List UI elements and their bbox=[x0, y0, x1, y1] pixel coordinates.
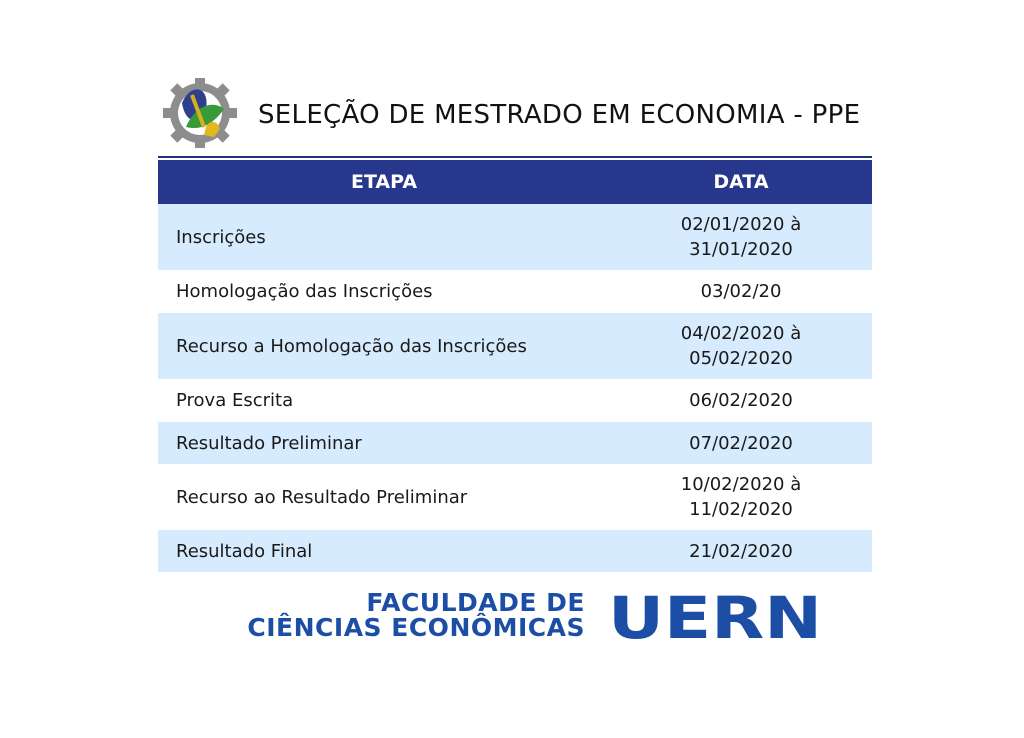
date-cell: 02/01/2020 à 31/01/2020 bbox=[680, 214, 802, 260]
table-row bbox=[158, 313, 872, 379]
column-header-stage: ETAPA bbox=[350, 171, 418, 193]
table-row bbox=[158, 530, 872, 572]
page-title: SELEÇÃO DE MESTRADO EM ECONOMIA - PPE bbox=[258, 100, 861, 130]
faculty-name bbox=[200, 590, 585, 640]
table-header bbox=[158, 160, 872, 204]
table-row bbox=[158, 204, 872, 270]
table-row bbox=[158, 379, 872, 422]
header bbox=[160, 78, 872, 150]
faculty-line-1: FACULDADE DE bbox=[366, 588, 585, 617]
stage-cell: Inscrições bbox=[176, 226, 266, 248]
date-cell: 03/02/20 bbox=[700, 281, 782, 302]
column-header-date: DATA bbox=[713, 171, 769, 193]
table-row bbox=[158, 270, 872, 313]
title-divider bbox=[158, 156, 872, 158]
date-cell: 21/02/2020 bbox=[689, 540, 793, 562]
stage-cell: Resultado Preliminar bbox=[176, 432, 362, 454]
stage-cell: Recurso a Homologação das Inscrições bbox=[176, 335, 527, 357]
date-cell: 07/02/2020 bbox=[689, 432, 793, 454]
stage-cell: Recurso ao Resultado Preliminar bbox=[176, 486, 468, 508]
date-cell: 04/02/2020 à 05/02/2020 bbox=[680, 323, 802, 369]
schedule-table bbox=[158, 160, 872, 572]
stage-cell: Resultado Final bbox=[176, 540, 313, 562]
footer bbox=[200, 590, 830, 650]
table-row bbox=[158, 464, 872, 530]
stage-cell: Homologação das Inscrições bbox=[176, 281, 433, 302]
uern-logo-text: UERN bbox=[608, 592, 822, 644]
uern-logo bbox=[608, 592, 824, 644]
table-row bbox=[158, 422, 872, 464]
date-cell: 10/02/2020 à 11/02/2020 bbox=[680, 474, 802, 520]
gear-leaf-emblem-icon bbox=[160, 78, 240, 148]
date-cell: 06/02/2020 bbox=[689, 390, 793, 411]
faculty-line-2: CIÊNCIAS ECONÔMICAS bbox=[247, 613, 585, 642]
stage-cell: Prova Escrita bbox=[176, 390, 294, 411]
